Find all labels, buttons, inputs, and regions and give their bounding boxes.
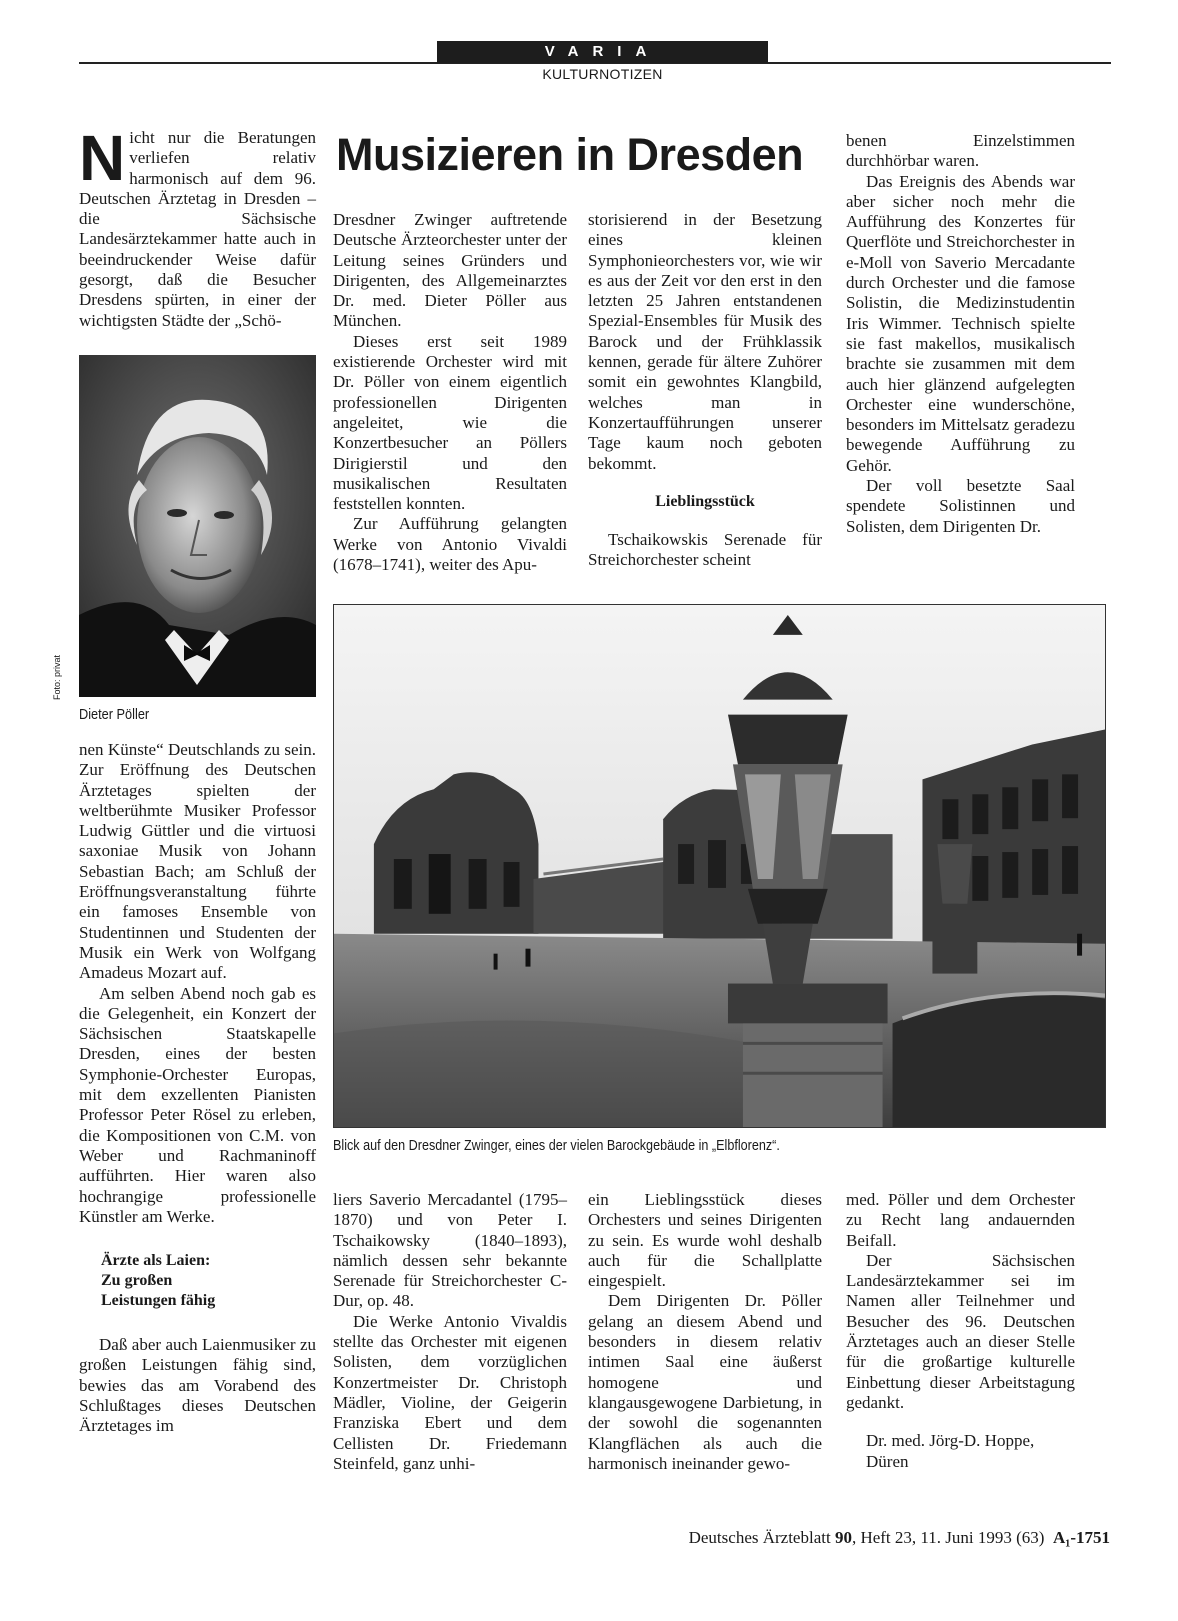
- paragraph: Am selben Abend noch gab es die Gelegenheit, ein Konzert der Sächsischen Staatskapelle Dresden, eines der besten Symphonie-Orchester Europas, mit dem exzellenten Pianisten Professor Peter Rösel zu erleben, die Kompositionen von C.M. von Weber und Rachmaninoff aufführten. Hier waren also hochrangige professionelle Künstler am Werke.: [79, 983, 316, 1226]
- subhead-lieblingsstueck: Lieblingsstück: [655, 492, 755, 510]
- paragraph: Der voll besetzte Saal spendete Solistinnen und Solisten, dem Dirigenten Dr.: [846, 476, 1075, 536]
- paragraph: Der Sächsischen Landesärztekammer sei im Namen aller Teilnehmer und Besucher des 96. Deutschen Ärztetages auch an dieser Stelle für die großartige kulturelle Einbettung dieser Arbeitstagung gedankt.: [846, 1250, 1075, 1412]
- section-label: VARIA: [437, 41, 768, 63]
- paragraph: Die Werke Antonio Vivaldis stellte das Orchester mit eigenen Solisten, dem vorzüglichen Konzertmeister Dr. Christoph Mädler, Violine, der Geigerin Franziska Ebert und dem Cellisten Dr. Friedemann Steinfeld, ganz unhi-: [333, 1311, 567, 1473]
- paragraph: Zur Aufführung gelangten Werke von Antonio Vivaldi (1678–1741), weiter des Apu-: [333, 514, 567, 575]
- author-city: Düren: [866, 1451, 909, 1471]
- col2-bottom: [333, 1190, 567, 1474]
- col3-bottom: [588, 1190, 822, 1474]
- portrait-caption: Dieter Pöller: [79, 706, 150, 723]
- main-photo-caption: Blick auf den Dresdner Zwinger, eines der vielen Barockgebäude in „Elbflorenz“.: [333, 1137, 780, 1154]
- lead-paragraph: [79, 122, 316, 331]
- paragraph: Dieses erst seit 1989 existierende Orchester wird mit Dr. Pöller von einem eigentlich professionellen Dirigenten angeleitet, wie die Konzertbesucher an Pöllers Dirigierstil und den musikalischen Resultaten feststellen konnten.: [333, 331, 567, 514]
- paragraph: Das Ereignis des Abends war aber sicher noch mehr die Aufführung des Konzertes für Querflöte und Streichorchester in e-Moll von Saverio Mercadante durch Orchester und die famose Solistin, die Medizinstudentin Iris Wimmer. Technisch spielte sie fast makellos, musikalisch brachte sie zusammen mit dem auch hier glänzend aufgelegten Orchester eine wunderschöne, besonders im Mittelsatz geradezu bewegende Aufführung zu Gehör.: [846, 171, 1075, 475]
- photo-credit: Foto: privat: [52, 654, 62, 700]
- col3-top: [588, 210, 822, 570]
- paragraph: benen Einzelstimmen durchhörbar waren.: [846, 131, 1075, 171]
- lead-text: icht nur die Beratungen verliefen relativ harmonisch auf dem 96. Deutschen Ärztetag in Dresden – die Sächsische Landesärztekammer hatte auch in beeindruckender Weise dafür gesorgt, daß die Besucher Dresdens spürten, in einer der wichtigsten Städte der „Schö-: [79, 128, 316, 330]
- issue-info: , Heft 23, 11. Juni 1993 (63): [851, 1528, 1045, 1547]
- page-footer: [560, 1528, 1110, 1548]
- col4-bottom: [846, 1190, 1075, 1472]
- paragraph: ein Lieblingsstück dieses Orchesters und seines Dirigenten zu sein. Es wurde wohl deshalb auch für die Schallplatte eingespielt.: [588, 1190, 822, 1291]
- subhead-line: Zu großen: [101, 1272, 173, 1290]
- author-name: Dr. med. Jörg-D. Hoppe,: [866, 1431, 1035, 1451]
- subhead-line: Ärzte als Laien:: [101, 1252, 211, 1270]
- paragraph: med. Pöller und dem Orchester zu Recht lang andauernden Beifall.: [846, 1190, 1075, 1250]
- paragraph: nen Künste“ Deutschlands zu sein. Zur Eröffnung des Deutschen Ärztetages spielten der weltberühmte Musiker Professor Ludwig Güttler und die virtuosi saxoniae Musik von Johann Sebastian Bach; am Schluß der Eröffnungsveranstaltung führte ein famoses Ensemble von Studentinnen und Studenten der Musik ein Werk von Wolfgang Amadeus Mozart auf.: [79, 740, 316, 983]
- article-headline: Musizieren in Dresden: [336, 129, 804, 180]
- kicker: KULTURNOTIZEN: [542, 66, 663, 82]
- paragraph: liers Saverio Mercadantel (1795– 1870) und von Peter I. Tschaikowsky (1840–1893), nämlich dessen sehr bekannte Serenade für Streichorchester C-Dur, op. 48.: [333, 1190, 567, 1311]
- paragraph: storisierend in der Besetzung eines kleinen Symphonieorchesters vor, wie wir es aus der Zeit vor den erst in den letzten 25 Jahren entstandenen Spezial-Ensembles für Musik des Barock und der Frühklassik kennen, gerade für ältere Zuhörer somit ein gewohntes Klangbild, welches man in Konzertaufführungen unserer Tage kaum noch geboten bekommt.: [588, 210, 822, 473]
- paragraph: Daß aber auch Laienmusiker zu großen Leistungen fähig sind, bewies das am Vorabend des Schlußtages dieses Deutschen Ärztetages im: [79, 1335, 316, 1436]
- dropcap: N: [79, 122, 126, 194]
- journal-name: Deutsches Ärzteblatt: [688, 1528, 831, 1547]
- zwinger-photo: [333, 604, 1106, 1128]
- paragraph: Tschaikowskis Serenade für Streichorchester scheint: [588, 529, 822, 570]
- volume: 90: [834, 1528, 852, 1547]
- col4-top: [846, 131, 1075, 537]
- subhead-line: Leistungen fähig: [101, 1292, 216, 1310]
- portrait-photo: [79, 355, 316, 697]
- col2-top: [333, 210, 567, 575]
- col1-lower: [79, 740, 316, 1437]
- paragraph: Dresdner Zwinger auftretende Deutsche Ärzteorchester unter der Leitung seines Gründers und Dirigenten, des Allgemeinarztes Dr. med. Dieter Pöller aus München.: [333, 210, 567, 331]
- page-number: A₁-1751: [1052, 1528, 1110, 1547]
- paragraph: Dem Dirigenten Dr. Pöller gelang an diesem Abend und besonders in diesem relativ intimen Saal eine äußerst homogene und klangausgewogene Darbietung, in der sowohl die sogenannten Klangflächen als auch die harmonisch ineinander gewo-: [588, 1291, 822, 1473]
